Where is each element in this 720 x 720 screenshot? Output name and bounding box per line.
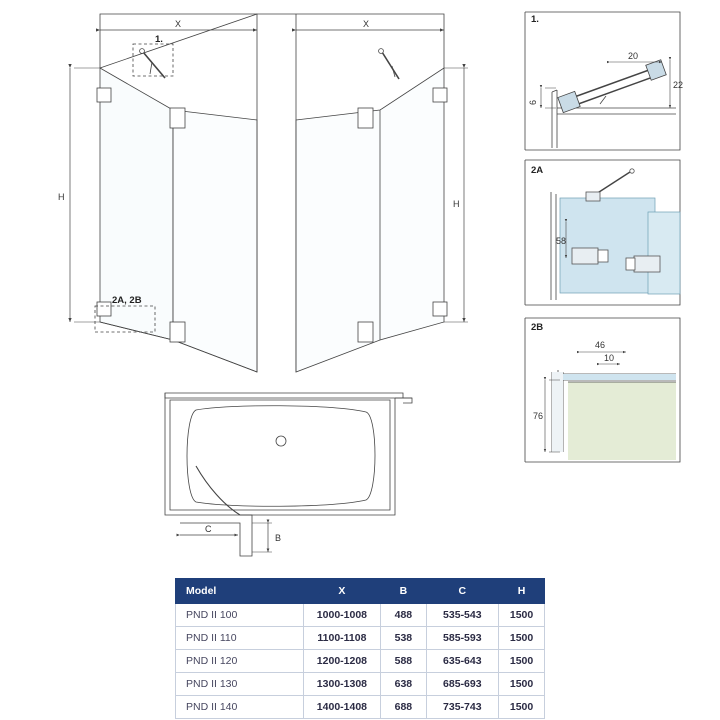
col-header-b: B	[381, 579, 426, 604]
cell-model: PND II 110	[176, 627, 304, 650]
cell-b: 538	[381, 627, 426, 650]
cell-b: 488	[381, 604, 426, 627]
cell-b: 588	[381, 650, 426, 673]
table-row	[176, 673, 545, 696]
cell-model: PND II 130	[176, 673, 304, 696]
table-row	[176, 696, 545, 719]
table-row	[176, 650, 545, 673]
detail-2b-dim-left: 76	[533, 411, 544, 421]
cell-b: 688	[381, 696, 426, 719]
detail-2b-label: 2B	[531, 322, 544, 333]
table-row	[176, 604, 545, 627]
cell-c: 635-643	[426, 650, 499, 673]
detail-1-dim-right: 22	[673, 80, 684, 90]
cell-x: 1300-1308	[303, 673, 381, 696]
cell-model: PND II 100	[176, 604, 304, 627]
cell-x: 1100-1108	[303, 627, 381, 650]
cell-model: PND II 120	[176, 650, 304, 673]
cell-c: 535-543	[426, 604, 499, 627]
cell-x: 1400-1408	[303, 696, 381, 719]
dim-c-label: C	[205, 524, 212, 534]
detail-2a-dim: 58	[556, 236, 567, 246]
detail-2b-dim-top: 46	[595, 340, 606, 350]
col-header-c: C	[426, 579, 499, 604]
cell-x: 1000-1008	[303, 604, 381, 627]
cell-h: 1500	[499, 627, 545, 650]
detail-1-label: 1.	[531, 14, 539, 25]
main-callout-1-label: 1.	[155, 34, 163, 45]
dim-h-right-label: H	[453, 199, 460, 209]
detail-1-dim-left: 6	[528, 99, 538, 105]
main-callout-2ab-label: 2A, 2B	[112, 295, 142, 306]
dim-x-right-label: X	[363, 19, 370, 29]
cell-h: 1500	[499, 604, 545, 627]
cell-h: 1500	[499, 650, 545, 673]
cell-c: 585-593	[426, 627, 499, 650]
table-row	[176, 627, 545, 650]
table-header-row	[176, 579, 545, 604]
cell-c: 685-693	[426, 673, 499, 696]
dim-x-left-label: X	[175, 19, 182, 29]
col-header-x: X	[303, 579, 381, 604]
col-header-h: H	[499, 579, 545, 604]
cell-c: 735-743	[426, 696, 499, 719]
detail-2a-label: 2A	[531, 165, 544, 176]
cell-model: PND II 140	[176, 696, 304, 719]
detail-1-dim-top: 20	[628, 51, 639, 61]
col-header-model: Model	[176, 579, 304, 604]
dim-b-label: B	[275, 533, 282, 543]
cell-x: 1200-1208	[303, 650, 381, 673]
cell-b: 638	[381, 673, 426, 696]
detail-2b-dim-inner: 10	[604, 353, 615, 363]
specification-table	[175, 578, 545, 719]
cell-h: 1500	[499, 673, 545, 696]
dim-h-left-label: H	[58, 192, 65, 202]
cell-h: 1500	[499, 696, 545, 719]
